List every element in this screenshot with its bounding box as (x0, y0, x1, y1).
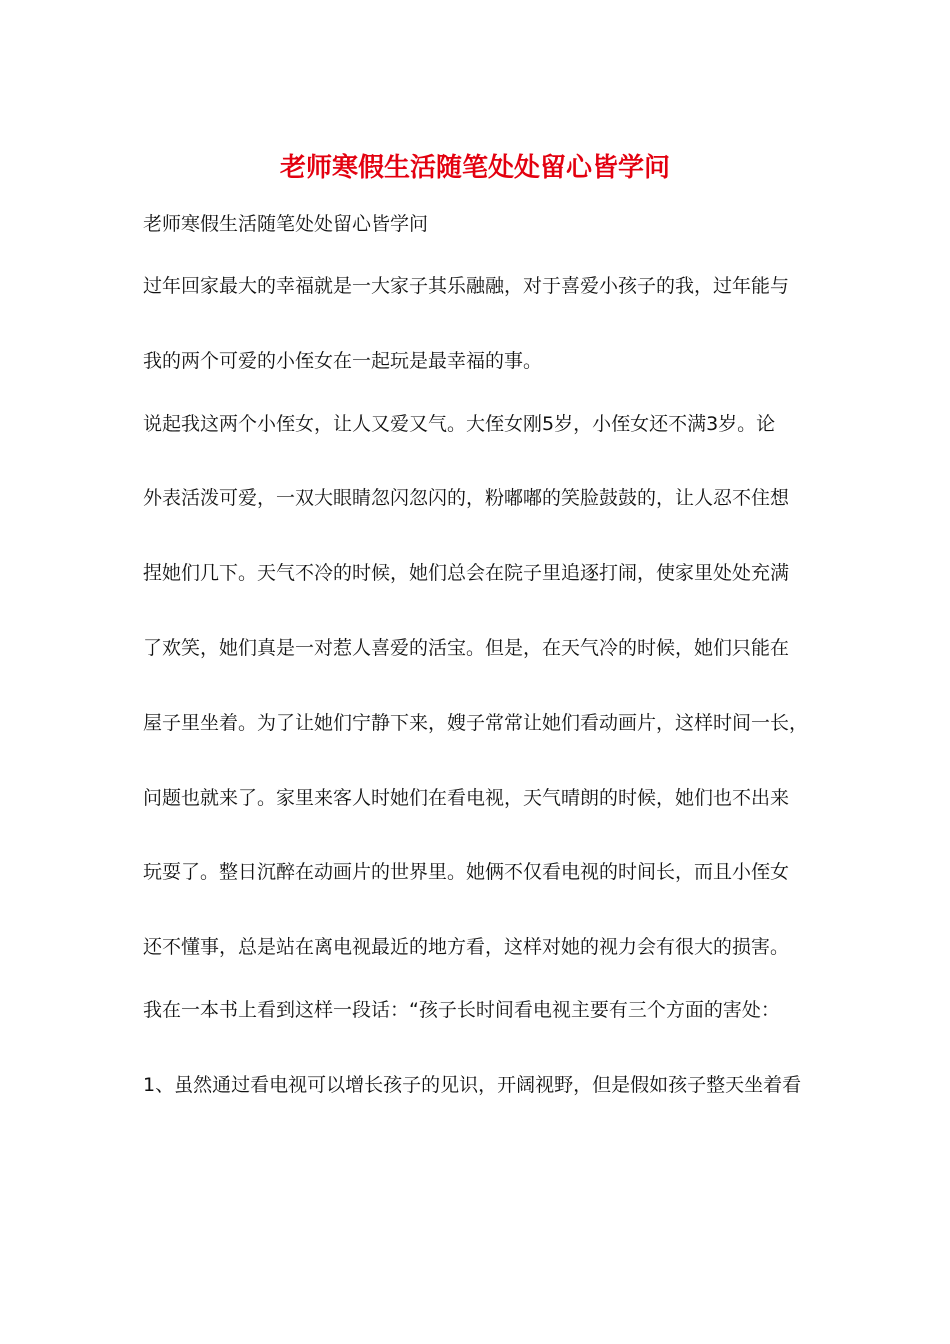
paragraph-line: 捏她们几下。天气不冷的时候，她们总会在院子里追逐打闹，使家里处处充满 (143, 562, 790, 584)
paragraph-line: 还不懂事，总是站在离电视最近的地方看，这样对她的视力会有很大的损害。 (143, 936, 790, 958)
paragraph-line: 我的两个可爱的小侄女在一起玩是最幸福的事。 (143, 350, 543, 372)
paragraph-line: 玩耍了。整日沉醉在动画片的世界里。她俩不仅看电视的时间长，而且小侄女 (143, 861, 790, 883)
paragraph-line: 屋子里坐着。为了让她们宁静下来，嫂子常常让她们看动画片，这样时间一长， (143, 712, 809, 734)
paragraph-line: 过年回家最大的幸福就是一大家子其乐融融，对于喜爱小孩子的我，过年能与 (143, 275, 790, 297)
paragraph-line: 外表活泼可爱，一双大眼睛忽闪忽闪的，粉嘟嘟的笑脸鼓鼓的，让人忍不住想 (143, 487, 790, 509)
paragraph-line: 我在一本书上看到这样一段话：“孩子长时间看电视主要有三个方面的害处： (143, 999, 780, 1021)
paragraph-line: 说起我这两个小侄女，让人又爱又气。大侄女刚5岁，小侄女还不满3岁。论 (143, 413, 776, 435)
document-title: 老师寒假生活随笔处处留心皆学问 (279, 153, 670, 183)
paragraph-line: 问题也就来了。家里来客人时她们在看电视，天气晴朗的时候，她们也不出来 (143, 787, 790, 809)
paragraph-line: 了欢笑，她们真是一对惹人喜爱的活宝。但是，在天气冷的时候，她们只能在 (143, 637, 790, 659)
list-item-line: 1、虽然通过看电视可以增长孩子的见识，开阔视野，但是假如孩子整天坐着看 (143, 1074, 802, 1096)
subtitle-line: 老师寒假生活随笔处处留心皆学问 (143, 213, 429, 235)
